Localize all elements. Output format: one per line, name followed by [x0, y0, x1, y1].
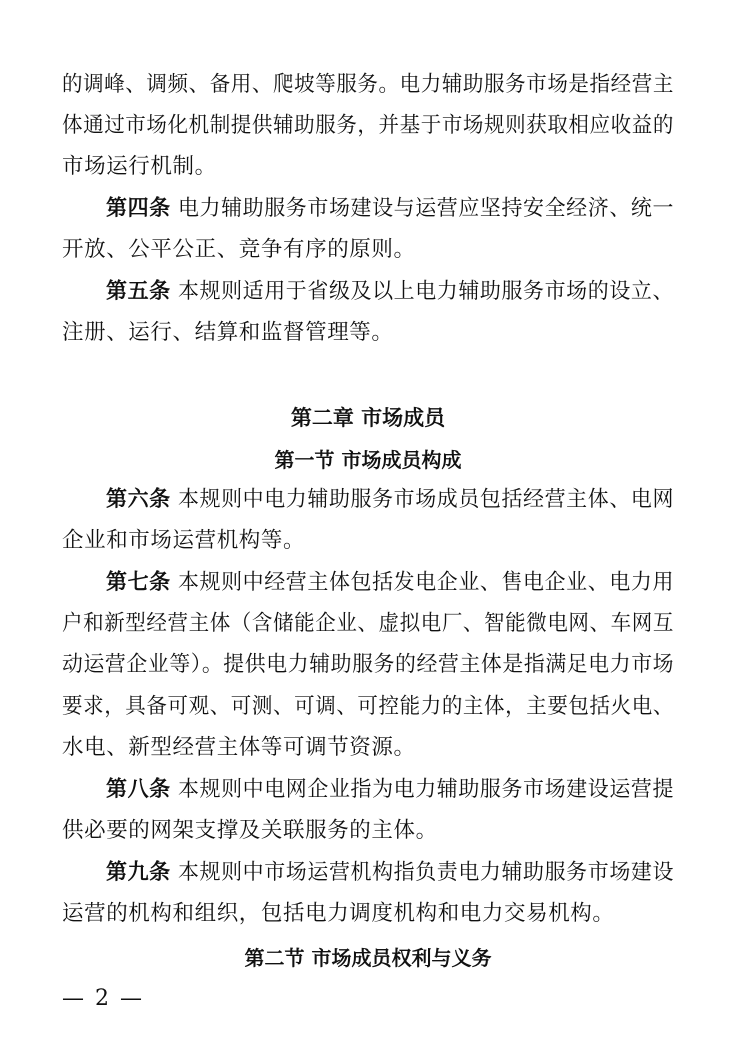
- page-number: — 2 —: [62, 986, 144, 1011]
- article-6-text: 本规则中电力辅助服务市场成员包括经营主体、电网: [177, 487, 675, 512]
- article-9-text: 本规则中市场运营机构指负责电力辅助服务市场建设: [177, 860, 675, 885]
- article-8-label: 第八条: [106, 777, 171, 802]
- article-4-first-line: [106, 196, 674, 222]
- section-heading: 第二节 市场成员权利与义务: [244, 946, 492, 970]
- text-line: 企业和市场运营机构等。: [62, 528, 306, 553]
- section-heading: 第一节 市场成员构成: [274, 448, 462, 472]
- article-9-first-line: [106, 860, 674, 886]
- text-line: 供必要的网架支撑及关联服务的主体。: [62, 818, 438, 843]
- article-7-label: 第七条: [106, 570, 171, 595]
- article-5-label: 第五条: [106, 279, 171, 304]
- text-line: 注册、运行、结算和监督管理等。: [62, 320, 394, 345]
- article-6-first-line: [106, 487, 674, 513]
- article-4-text: 电力辅助服务市场建设与运营应坚持安全经济、统一: [177, 196, 675, 221]
- article-9-label: 第九条: [106, 860, 171, 885]
- text-line: 动运营企业等）。提供电力辅助服务的经营主体是指满足电力市场: [62, 652, 675, 677]
- text-line: 户和新型经营主体（含储能企业、虚拟电厂、智能微电网、车网互: [62, 611, 674, 636]
- text-line: 运营的机构和组织，包括电力调度机构和电力交易机构。: [62, 901, 615, 926]
- article-7-text: 本规则中经营主体包括发电企业、售电企业、电力用: [177, 570, 675, 595]
- article-5-text: 本规则适用于省级及以上电力辅助服务市场的设立、: [177, 279, 675, 304]
- text-line: 水电、新型经营主体等可调节资源。: [62, 735, 416, 760]
- article-6-label: 第六条: [106, 487, 171, 512]
- article-8-first-line: [106, 777, 674, 803]
- article-5-first-line: [106, 279, 674, 305]
- text-line: 体通过市场化机制提供辅助服务，并基于市场规则获取相应收益的: [62, 113, 674, 138]
- text-line: 开放、公平公正、竞争有序的原则。: [62, 237, 416, 262]
- text-line: 市场运行机制。: [62, 154, 217, 179]
- article-8-text: 本规则中电网企业指为电力辅助服务市场建设运营提: [177, 777, 675, 802]
- article-4-label: 第四条: [106, 196, 171, 221]
- chapter-heading: 第二章 市场成员: [290, 406, 446, 430]
- text-line: 要求，具备可观、可测、可调、可控能力的主体，主要包括火电、: [62, 694, 674, 719]
- article-7-first-line: [106, 570, 674, 596]
- text-line: 的调峰、调频、备用、爬坡等服务。电力辅助服务市场是指经营主: [62, 72, 674, 97]
